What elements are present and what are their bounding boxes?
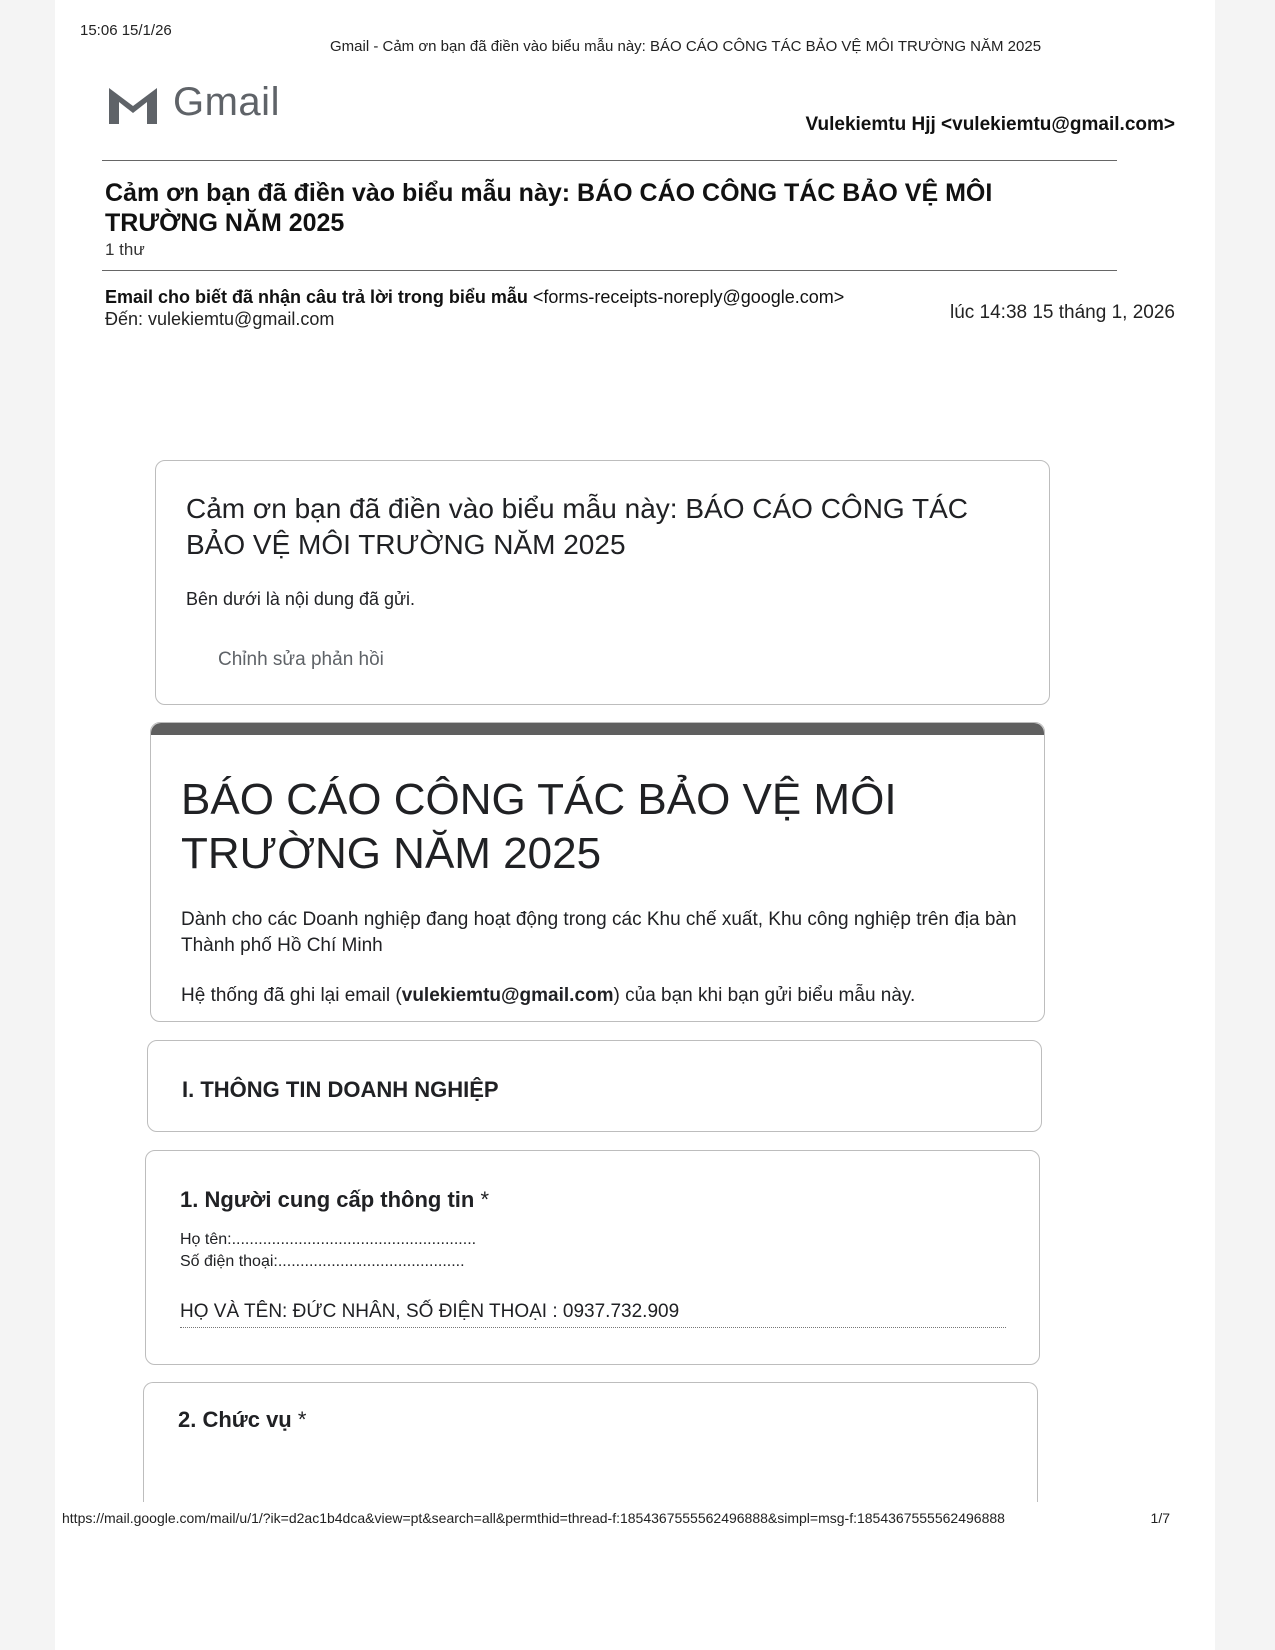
print-timestamp: 15:06 15/1/26: [80, 22, 172, 39]
question-answer: HỌ VÀ TÊN: ĐỨC NHÂN, SỐ ĐIỆN THOẠI : 0937.732.909: [180, 1301, 1006, 1328]
form-header-card: [150, 722, 1045, 1022]
recorded-email-notice: [181, 985, 915, 1007]
print-title: Gmail - Cảm ơn bạn đã điền vào biểu mẫu này: BÁO CÁO CÔNG TÁC BẢO VỆ MÔI TRƯỜNG NĂM 2025: [330, 38, 1042, 55]
divider: [102, 160, 1117, 161]
form-accent-bar: [151, 723, 1044, 735]
question-help: [180, 1229, 476, 1273]
account-label: Vulekiemtu Hjj <vulekiemtu@gmail.com>: [805, 114, 1175, 135]
question-title: [178, 1407, 306, 1433]
question-title: [180, 1187, 489, 1213]
gmail-wordmark: Gmail: [173, 80, 280, 124]
confirmation-title: Cảm ơn bạn đã điền vào biểu mẫu này: BÁO CÁO CÔNG TÁC BẢO VỆ MÔI TRƯỜNG NĂM 2025: [186, 493, 968, 560]
message-count: 1 thư: [105, 240, 145, 259]
question-card: [143, 1382, 1038, 1502]
question-label: 1. Người cung cấp thông tin: [180, 1187, 475, 1212]
print-footer-url: https://mail.google.com/mail/u/1/?ik=d2ac1b4dca&view=pt&search=all&permthid=thread-f:1854367555562496888&simpl=msg-f:1854367555562496888: [62, 1510, 1005, 1526]
recorded-email: vulekiemtu@gmail.com: [401, 985, 614, 1006]
form-title: BÁO CÁO CÔNG TÁC BẢO VỆ MÔI TRƯỜNG NĂM 2025: [181, 775, 897, 878]
thread-subject: Cảm ơn bạn đã điền vào biểu mẫu này: BÁO CÁO CÔNG TÁC BẢO VỆ MÔI TRƯỜNG NĂM 2025: [105, 179, 993, 237]
help-line-name: Họ tên:.......................................................: [180, 1231, 477, 1248]
message-date: lúc 14:38 15 tháng 1, 2026: [949, 302, 1175, 323]
section-title: I. THÔNG TIN DOANH NGHIỆP: [182, 1077, 499, 1102]
question-card: [145, 1150, 1040, 1365]
edit-response-link[interactable]: Chỉnh sửa phản hồi: [218, 649, 384, 670]
gmail-logo[interactable]: [105, 80, 280, 125]
confirmation-description: Bên dưới là nội dung đã gửi.: [186, 589, 416, 609]
message-recipient: Đến: vulekiemtu@gmail.com: [105, 309, 335, 329]
page-number: 1/7: [1150, 1510, 1170, 1526]
question-label: 2. Chức vụ: [178, 1407, 292, 1432]
help-line-phone: Số điện thoại:..........................................: [180, 1253, 465, 1270]
section-card: [147, 1040, 1042, 1132]
sender-name: Email cho biết đã nhận câu trả lời trong biểu mẫu: [105, 287, 528, 307]
sender-email: <forms-receipts-noreply@google.com>: [532, 287, 845, 307]
form-description: Dành cho các Doanh nghiệp đang hoạt động trong các Khu chế xuất, Khu công nghiệp trên địa bàn Thành phố Hồ Chí Minh: [181, 909, 1017, 956]
required-marker: *: [480, 1187, 490, 1212]
email-notice-prefix: Hệ thống đã ghi lại email (: [181, 985, 402, 1006]
required-marker: *: [297, 1407, 307, 1432]
divider: [102, 270, 1117, 271]
gmail-envelope-icon: [105, 82, 161, 124]
message-sender: [105, 287, 844, 308]
confirmation-card: [155, 460, 1050, 705]
email-notice-suffix: ) của bạn khi bạn gửi biểu mẫu này.: [613, 985, 916, 1006]
